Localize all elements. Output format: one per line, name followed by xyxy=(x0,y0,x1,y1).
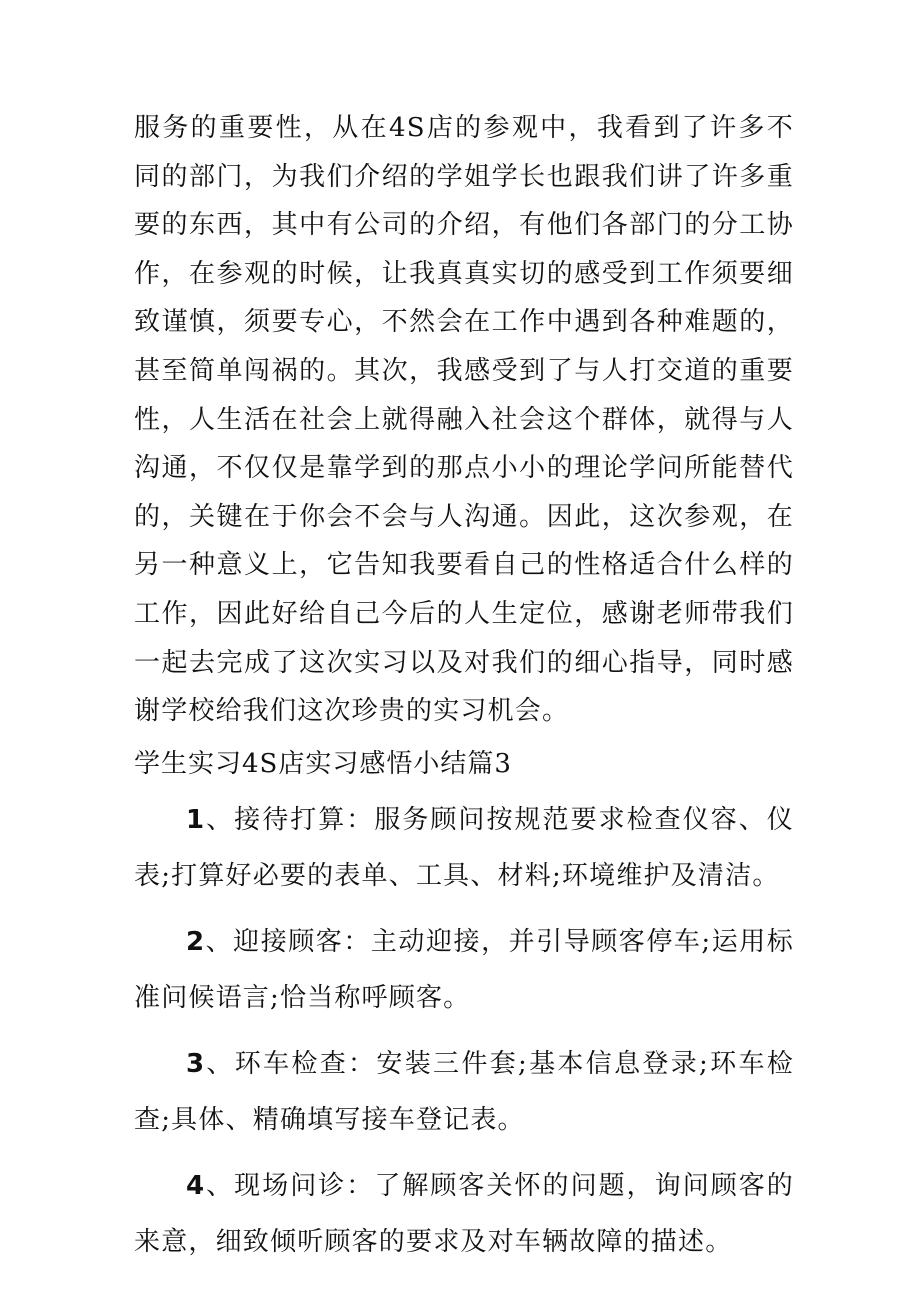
list-item xyxy=(134,914,794,1026)
list-item-text: 、迎接顾客：主动迎接，并引导顾客停车;运用标准问候语言;恰当称呼顾客。 xyxy=(134,927,794,1014)
list-item-text: 、接待打算：服务顾问按规范要求检查仪容、仪表;打算好必要的表单、工具、材料;环境维护及清洁。 xyxy=(134,805,794,892)
list-item-number: 4 xyxy=(186,1171,206,1202)
list-item-text: 、现场问诊：了解顾客关怀的问题，询问顾客的来意，细致倾听顾客的要求及对车辆故障的描述。 xyxy=(134,1171,794,1258)
list-item xyxy=(134,792,794,904)
list-item-number: 3 xyxy=(186,1049,206,1080)
list-item-text: 、环车检查：安装三件套;基本信息登录;环车检查;具体、精确填写接车登记表。 xyxy=(134,1049,794,1136)
list-item xyxy=(134,1158,794,1270)
intro-paragraph: 服务的重要性，从在4S店的参观中，我看到了许多不同的部门，为我们介绍的学姐学长也跟我们讲了许多重要的东西，其中有公司的介绍，有他们各部门的分工协作，在参观的时候，让我真真实切的感受到工作须要细致谨慎，须要专心，不然会在工作中遇到各种难题的，甚至简单闯祸的。其次，我感受到了与人打交道的重要性，人生活在社会上就得融入社会这个群体，就得与人沟通，不仅仅是靠学到的那点小小的理论学问所能替代的，关键在于你会不会与人沟通。因此，这次参观，在另一种意义上，它告知我要看自己的性格适合什么样的工作，因此好给自己今后的人生定位，感谢老师带我们一起去完成了这次实习以及对我们的细心指导，同时感谢学校给我们这次珍贵的实习机会。 xyxy=(134,113,794,727)
list-item-number: 2 xyxy=(186,927,206,958)
document-page xyxy=(134,104,794,1270)
section-heading: 学生实习4S店实习感悟小结篇3 xyxy=(134,748,512,779)
list-item-number: 1 xyxy=(186,805,206,836)
list-item xyxy=(134,1036,794,1148)
